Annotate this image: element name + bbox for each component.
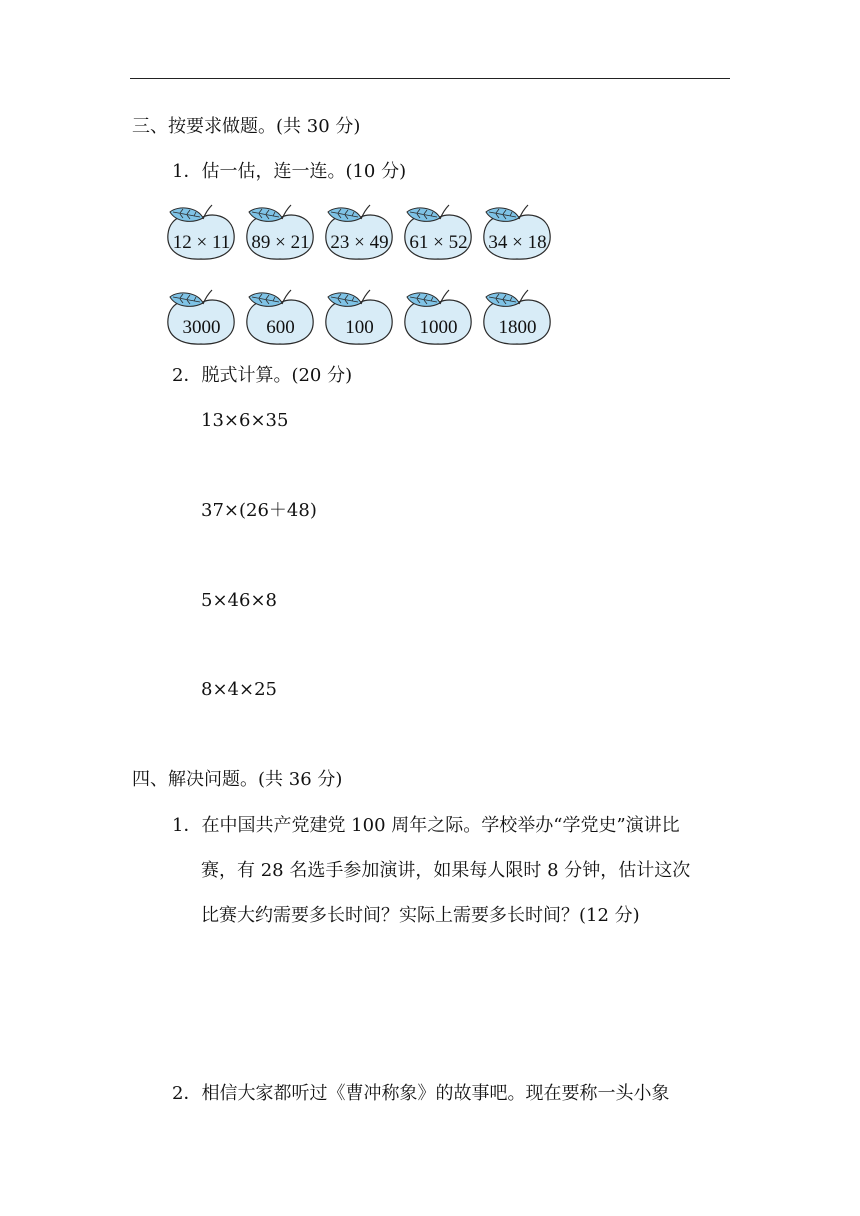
calculation-problem: 5×46×8 bbox=[201, 590, 277, 611]
apple-result-label: 3000 bbox=[182, 317, 221, 338]
expression-apples-row bbox=[164, 204, 555, 264]
apple-expression-label: 89 × 21 bbox=[251, 232, 310, 253]
apple-expression[interactable] bbox=[243, 204, 318, 264]
apple-expression[interactable] bbox=[401, 204, 476, 264]
apple-result-label: 600 bbox=[266, 317, 295, 338]
section-4-heading: 四、解决问题。(共 36 分) bbox=[132, 769, 343, 790]
question-1-title: 1．估一估，连一连。(10 分) bbox=[172, 161, 407, 182]
apple-expression[interactable] bbox=[164, 204, 239, 264]
problem-1-line: 1．在中国共产党建党 100 周年之际。学校举办“学党史”演讲比 bbox=[172, 815, 680, 836]
apple-expression-label: 34 × 18 bbox=[488, 232, 547, 253]
apple-result-label: 100 bbox=[345, 317, 374, 338]
apple-expression-label: 23 × 49 bbox=[330, 232, 389, 253]
calculation-problem: 8×4×25 bbox=[201, 679, 277, 700]
problem-2-line: 2．相信大家都听过《曹冲称象》的故事吧。现在要称一头小象 bbox=[172, 1083, 670, 1104]
apple-result[interactable] bbox=[401, 289, 476, 349]
apple-result-label: 1000 bbox=[419, 317, 458, 338]
section-3-heading: 三、按要求做题。(共 30 分) bbox=[132, 116, 361, 137]
top-rule bbox=[130, 78, 730, 79]
apple-result-label: 1800 bbox=[498, 317, 537, 338]
apple-expression-label: 12 × 11 bbox=[172, 232, 231, 253]
problem-1-line: 比赛大约需要多长时间？实际上需要多长时间？(12 分) bbox=[201, 905, 640, 926]
result-apples-row bbox=[164, 289, 555, 349]
apple-result[interactable] bbox=[164, 289, 239, 349]
apple-result[interactable] bbox=[480, 289, 555, 349]
apple-expression[interactable] bbox=[480, 204, 555, 264]
apple-expression[interactable] bbox=[322, 204, 397, 264]
calculation-problem: 37×(26＋48) bbox=[201, 500, 317, 521]
problem-1-line: 赛，有 28 名选手参加演讲，如果每人限时 8 分钟，估计这次 bbox=[201, 860, 691, 881]
calculation-problem: 13×6×35 bbox=[201, 410, 289, 431]
apple-result[interactable] bbox=[243, 289, 318, 349]
apple-result[interactable] bbox=[322, 289, 397, 349]
apple-expression-label: 61 × 52 bbox=[409, 232, 468, 253]
question-2-title: 2．脱式计算。(20 分) bbox=[172, 365, 353, 386]
